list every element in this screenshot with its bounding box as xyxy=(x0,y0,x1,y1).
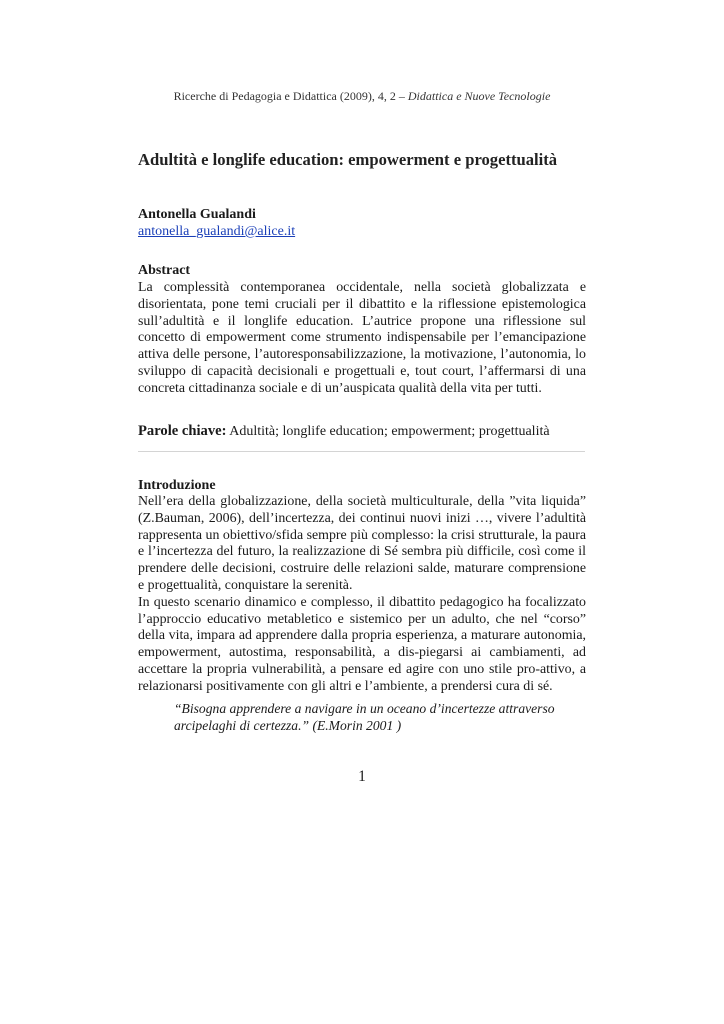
page-number: 1 xyxy=(358,768,366,785)
keywords xyxy=(138,423,550,440)
keywords-text: Adultità; longlife education; empowerment; progettualità xyxy=(226,424,550,439)
abstract-heading: Abstract xyxy=(138,263,191,278)
morin-quote: “Bisogna apprendere a navigare in un oceano d’incertezze attraverso arcipelaghi di certezza.” (E.Morin 2001 ) xyxy=(174,701,555,733)
journal-section: Didattica e Nuove Tecnologie xyxy=(407,89,551,103)
abstract-body: La complessità contemporanea occidentale, nella società globalizzata e disorientata, pone temi cruciali per il dibattito e la riflessione epistemologica sull’adultità e il longlife education. L’autrice propone una riflessione sul concetto di empowerment come strumento indispensabile per l’emancipazione attiva delle persone, l’autoresponsabilizzazione, la motivazione, l’autonomia, lo sviluppo di capacità decisionali e progettuali e, tout court, l’affermarsi di una concreta cittadinanza sociale e di un’auspicata qualità della vita per tutti. xyxy=(138,280,586,396)
author-email-link[interactable]: antonella_gualandi@alice.it xyxy=(138,224,296,239)
article-title: Adultità e longlife education: empowerment e progettualità xyxy=(138,150,558,169)
journal-citation: Ricerche di Pedagogia e Didattica (2009), 4, 2 – xyxy=(173,89,408,103)
section-divider xyxy=(138,451,585,452)
introduction-heading: Introduzione xyxy=(138,478,216,493)
running-header xyxy=(0,89,724,104)
author-name: Antonella Gualandi xyxy=(138,207,256,222)
keywords-label: Parole chiave: xyxy=(138,423,227,439)
introduction-paragraph-1: Nell’era della globalizzazione, della società multiculturale, della ”vita liquida” (Z.Bauman, 2006), dell’incertezza, dei continui nuovi inizi …, vivere l’adultità rappresenta un obiettivo/sfida sempre più complesso: la crisi strutturale, la paura e l’incertezza del futuro, la realizzazione di Sé sembra più difficile, così come il prendere delle decisioni, costruire delle relazioni salde, maturare comprensione e progettualità, conquistare la serenità. xyxy=(138,494,586,593)
introduction-body xyxy=(138,494,586,696)
introduction-paragraph-2: In questo scenario dinamico e complesso, il dibattito pedagogico ha focalizzato l’approccio educativo metabletico e sistemico per un adulto, che nel “corso” della vita, impara ad apprendere dalla propria esperienza, a maturare autonomia, empowerment, autostima, responsabilità, a dis-piegarsi ai cambiamenti, ad accettare la propria vulnerabilità, a pensare ed agire con uno stile pro-attivo, a relazionarsi positivamente con gli altri e l’ambiente, a prendersi cura di sé. xyxy=(138,594,586,694)
